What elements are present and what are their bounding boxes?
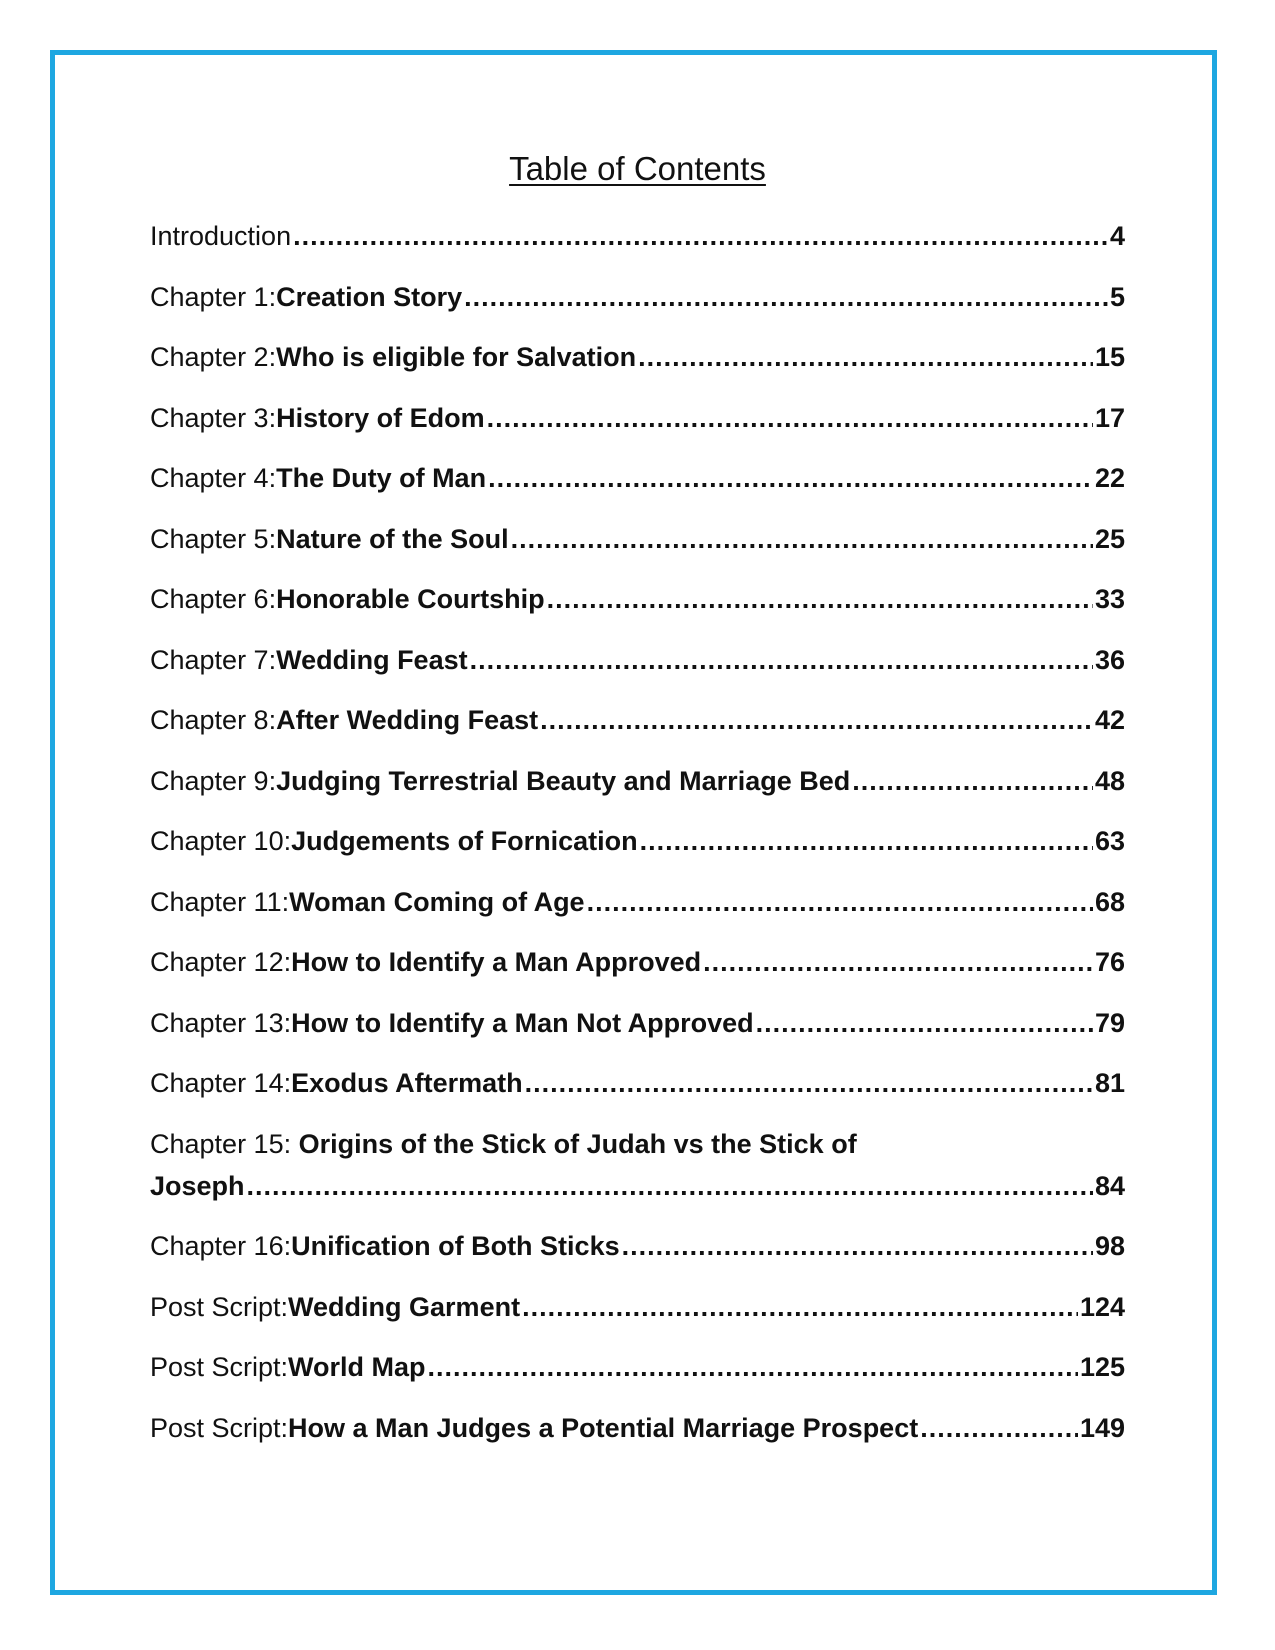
toc-entry-page: 36 xyxy=(1094,644,1125,675)
toc-entry-page: 5 xyxy=(1109,281,1125,312)
toc-entry-page: 63 xyxy=(1094,826,1125,856)
toc-entry-page: 149 xyxy=(1079,1412,1125,1443)
toc-entry-first-line xyxy=(150,1126,1125,1162)
toc-entry-prefix: Chapter 8: xyxy=(150,705,277,735)
toc-leader-dots xyxy=(638,339,1093,375)
toc-entry-prefix: Chapter 15: xyxy=(150,1128,299,1159)
toc-entry-page: 124 xyxy=(1079,1291,1125,1322)
toc-entry-title: The Duty of Man xyxy=(276,463,487,493)
toc-entry-page: 81 xyxy=(1094,1068,1125,1098)
toc-entry-prefix: Chapter 16: xyxy=(150,1231,292,1261)
toc-entry-page: 79 xyxy=(1094,1007,1125,1038)
toc-entry-page: 17 xyxy=(1094,402,1125,433)
toc-entry-chapter-4 xyxy=(150,460,1125,496)
toc-leader-dots xyxy=(525,1065,1093,1101)
toc-entry-title: How a Man Judges a Potential Marriage Prospect xyxy=(288,1412,919,1443)
toc-entry-chapter-7 xyxy=(150,642,1125,678)
toc-entry-title: Origins of the Stick of Judah vs the Stick of xyxy=(298,1128,857,1159)
toc-entry-page: 4 xyxy=(1109,221,1125,251)
toc-leader-dots xyxy=(540,702,1093,738)
toc-entry-title: Wedding Feast xyxy=(276,644,468,675)
toc-entry-title: World Map xyxy=(288,1352,426,1382)
toc-leader-dots xyxy=(428,1349,1078,1385)
toc-entry-page: 33 xyxy=(1094,584,1125,614)
toc-leader-dots xyxy=(293,218,1108,254)
toc-entry-chapter-13 xyxy=(150,1005,1125,1041)
toc-leader-dots xyxy=(522,1289,1078,1325)
toc-entry-prefix: Chapter 1: xyxy=(150,281,277,312)
toc-entry-page: 84 xyxy=(1094,1170,1125,1201)
toc-entry-chapter-5 xyxy=(150,521,1125,557)
toc-leader-dots xyxy=(488,460,1093,496)
toc-entry-title: How to Identify a Man Approved xyxy=(291,947,702,977)
toc-entry-page: 98 xyxy=(1094,1231,1125,1261)
toc-entry-title: History of Edom xyxy=(276,402,485,433)
toc-entry-prefix: Chapter 4: xyxy=(150,463,277,493)
toc-entry-prefix: Post Script: xyxy=(150,1412,289,1443)
toc-entry-chapter-10 xyxy=(150,823,1125,859)
toc-entry-prefix: Chapter 13: xyxy=(150,1007,292,1038)
toc-entry-title: Unification of Both Sticks xyxy=(291,1231,620,1261)
toc-entry-page: 25 xyxy=(1094,523,1125,554)
toc-entry-chapter-3 xyxy=(150,400,1125,436)
toc-entry-prefix: Post Script: xyxy=(150,1352,289,1382)
toc-entry-title: Creation Story xyxy=(276,281,463,312)
toc-entry-chapter-14 xyxy=(150,1065,1125,1101)
toc-entry-introduction xyxy=(150,218,1125,254)
toc-leader-dots xyxy=(703,944,1093,980)
toc-leader-dots xyxy=(920,1410,1078,1446)
toc-entry-title: Honorable Courtship xyxy=(276,584,545,614)
toc-entry-chapter-2 xyxy=(150,339,1125,375)
toc-leader-dots xyxy=(470,642,1093,678)
toc-leader-dots xyxy=(487,400,1093,436)
toc-entry-prefix: Post Script: xyxy=(150,1291,289,1322)
toc-entry-title: Who is eligible for Salvation xyxy=(276,342,637,372)
toc-entry-second-line xyxy=(150,1168,1125,1204)
toc-entry-page: 68 xyxy=(1094,886,1125,917)
toc-entry-page: 15 xyxy=(1094,342,1125,372)
toc-leader-dots xyxy=(464,279,1108,315)
toc-entry-prefix: Chapter 6: xyxy=(150,584,277,614)
toc-entry-post-script-1 xyxy=(150,1289,1125,1325)
toc-entry-post-script-2 xyxy=(150,1349,1125,1385)
toc-entry-page: 125 xyxy=(1079,1352,1125,1382)
toc-entry-title: Nature of the Soul xyxy=(276,523,509,554)
toc-entry-title: After Wedding Feast xyxy=(276,705,539,735)
toc-leader-dots xyxy=(587,884,1093,920)
toc-leader-dots xyxy=(622,1228,1093,1264)
toc-entry-prefix: Chapter 9: xyxy=(150,765,277,796)
toc-entry-title: Woman Coming of Age xyxy=(289,886,585,917)
toc-entry-prefix: Chapter 12: xyxy=(150,947,292,977)
toc-entry-chapter-9 xyxy=(150,763,1125,799)
toc-entry-prefix: Chapter 2: xyxy=(150,342,277,372)
toc-entry-chapter-16 xyxy=(150,1228,1125,1264)
toc-entry-page: 48 xyxy=(1094,765,1125,796)
toc-entry-title: Exodus Aftermath xyxy=(291,1068,523,1098)
toc-entry-prefix: Chapter 11: xyxy=(150,886,290,917)
toc-entry-prefix: Chapter 14: xyxy=(150,1068,292,1098)
toc-entry-prefix: Chapter 7: xyxy=(150,644,277,675)
toc-entry-chapter-6 xyxy=(150,581,1125,617)
toc-entry-prefix: Chapter 3: xyxy=(150,402,277,433)
toc-entry-prefix: Introduction xyxy=(150,221,292,251)
toc-leader-dots xyxy=(247,1168,1093,1204)
toc-entry-chapter-8 xyxy=(150,702,1125,738)
toc-leader-dots xyxy=(547,581,1093,617)
toc-entry-chapter-1 xyxy=(150,279,1125,315)
toc-entry-page: 76 xyxy=(1094,947,1125,977)
page-title: Table of Contents xyxy=(509,150,766,187)
toc-entry-title-continued: Joseph xyxy=(150,1170,245,1201)
toc-entry-prefix: Chapter 5: xyxy=(150,523,277,554)
toc-entry-page: 22 xyxy=(1094,463,1125,493)
toc-entry-chapter-12 xyxy=(150,944,1125,980)
toc-leader-dots xyxy=(511,521,1093,557)
toc-entry-title: Wedding Garment xyxy=(288,1291,521,1322)
toc-entry-title: Judgements of Fornication xyxy=(291,826,638,856)
toc-entry-title: How to Identify a Man Not Approved xyxy=(291,1007,754,1038)
toc-leader-dots xyxy=(640,823,1093,859)
toc-leader-dots xyxy=(852,763,1093,799)
toc-leader-dots xyxy=(756,1005,1093,1041)
toc-entry-chapter-15 xyxy=(150,1126,1125,1204)
toc-entry-prefix: Chapter 10: xyxy=(150,826,292,856)
toc-entry-title: Judging Terrestrial Beauty and Marriage Bed xyxy=(276,765,851,796)
toc-entry-page: 42 xyxy=(1094,705,1125,735)
toc-entry-chapter-11 xyxy=(150,884,1125,920)
toc-entry-post-script-3 xyxy=(150,1410,1125,1446)
table-of-contents xyxy=(150,218,1125,1470)
